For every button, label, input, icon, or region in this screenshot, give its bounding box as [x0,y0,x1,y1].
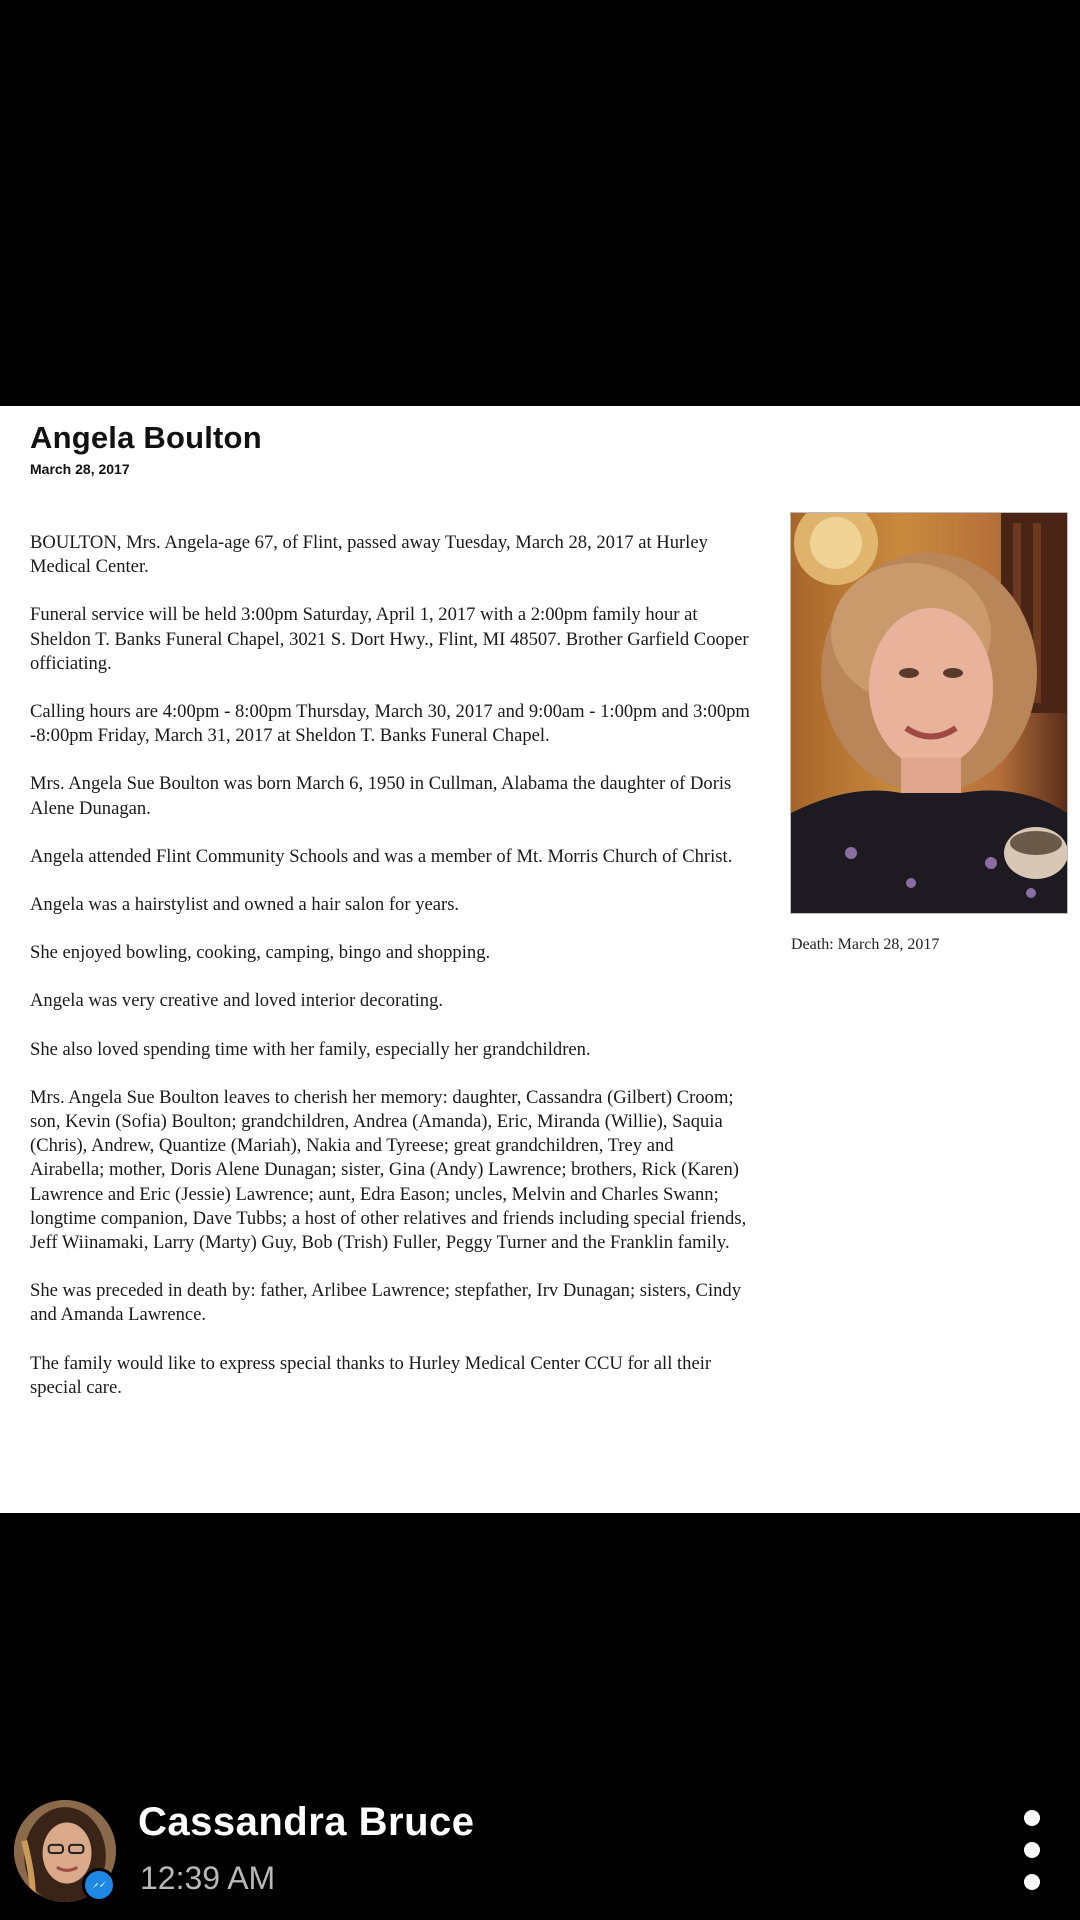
obituary-paragraph: She was preceded in death by: father, Arlibee Lawrence; stepfather, Irv Dunagan; sisters, Cindy and Amanda Lawrence. [30,1280,742,1326]
obituary-paragraph: She also loved spending time with her family, especially her grandchildren. [30,1038,591,1060]
more-vertical-icon [1024,1810,1040,1826]
more-vertical-icon [1024,1842,1040,1858]
poster-name[interactable]: Cassandra Bruce [138,1800,475,1844]
obituary-paragraph: Funeral service will be held 3:00pm Saturday, April 1, 2017 with a 2:00pm family hour at Sheldon T. Banks Funeral Chapel, 3021 S. Dort Hwy., Flint, MI 48507. Brother Garfield Cooper officiating. [30,604,749,674]
obituary-name: Angela Boulton [30,420,262,455]
obituary-paragraph: The family would like to express special thanks to Hurley Medical Center CCU for all their special care. [30,1352,712,1398]
obituary-paragraph: Angela was very creative and loved interior decorating. [30,990,444,1012]
obituary-image[interactable] [0,406,1080,1513]
obituary-paragraph: Angela was a hairstylist and owned a hair salon for years. [30,894,460,916]
more-vertical-icon [1024,1874,1040,1890]
messenger-icon [82,1868,116,1902]
obituary-date: March 28, 2017 [30,461,130,477]
obituary-paragraph: BOULTON, Mrs. Angela-age 67, of Flint, passed away Tuesday, March 28, 2017 at Hurley Medical Center. [30,532,708,578]
obituary-body [30,531,750,1424]
post-time: 12:39 AM [140,1860,276,1896]
post-footer [0,1780,1080,1920]
obituary-paragraph: Calling hours are 4:00pm - 8:00pm Thursday, March 30, 2017 and 9:00am - 1:00pm and 3:00pm -8:00pm Friday, March 31, 2017 at Sheldon T. Banks Funeral Chapel. [30,701,750,747]
portrait-photo [790,512,1068,914]
photo-caption: Death: March 28, 2017 [791,936,940,953]
portrait-illustration [791,513,1067,913]
more-options-button[interactable] [1010,1810,1054,1890]
obituary-paragraph: She enjoyed bowling, cooking, camping, bingo and shopping. [30,942,491,964]
obituary-paragraph: Mrs. Angela Sue Boulton leaves to cherish her memory: daughter, Cassandra (Gilbert) Croom; son, Kevin (Sofia) Boulton; grandchildren, Andrea (Amanda), Eric, Miranda (Willie), Saquia (Chris), Andrew, Quantize (Mariah), Nakia and Tyreese; great grandchildren, Trey and Airabella; mother, Doris Alene Dunagan; sister, Gina (Andy) Lawrence; brothers, Rick (Karen) Lawrence and Eric (Jessie) Lawrence; aunt, Edra Eason; uncles, Melvin and Charles Swann; longtime companion, Dave Tubbs; a host of other relatives and friends including special friends, Jeff Wiinamaki, Larry (Marty) Guy, Bob (Trish) Fuller, Peggy Turner and the Franklin family. [30,1086,747,1254]
obituary-paragraph: Angela attended Flint Community Schools and was a member of Mt. Morris Church of Christ. [30,845,733,867]
obituary-paragraph: Mrs. Angela Sue Boulton was born March 6, 1950 in Cullman, Alabama the daughter of Doris Alene Dunagan. [30,773,732,819]
